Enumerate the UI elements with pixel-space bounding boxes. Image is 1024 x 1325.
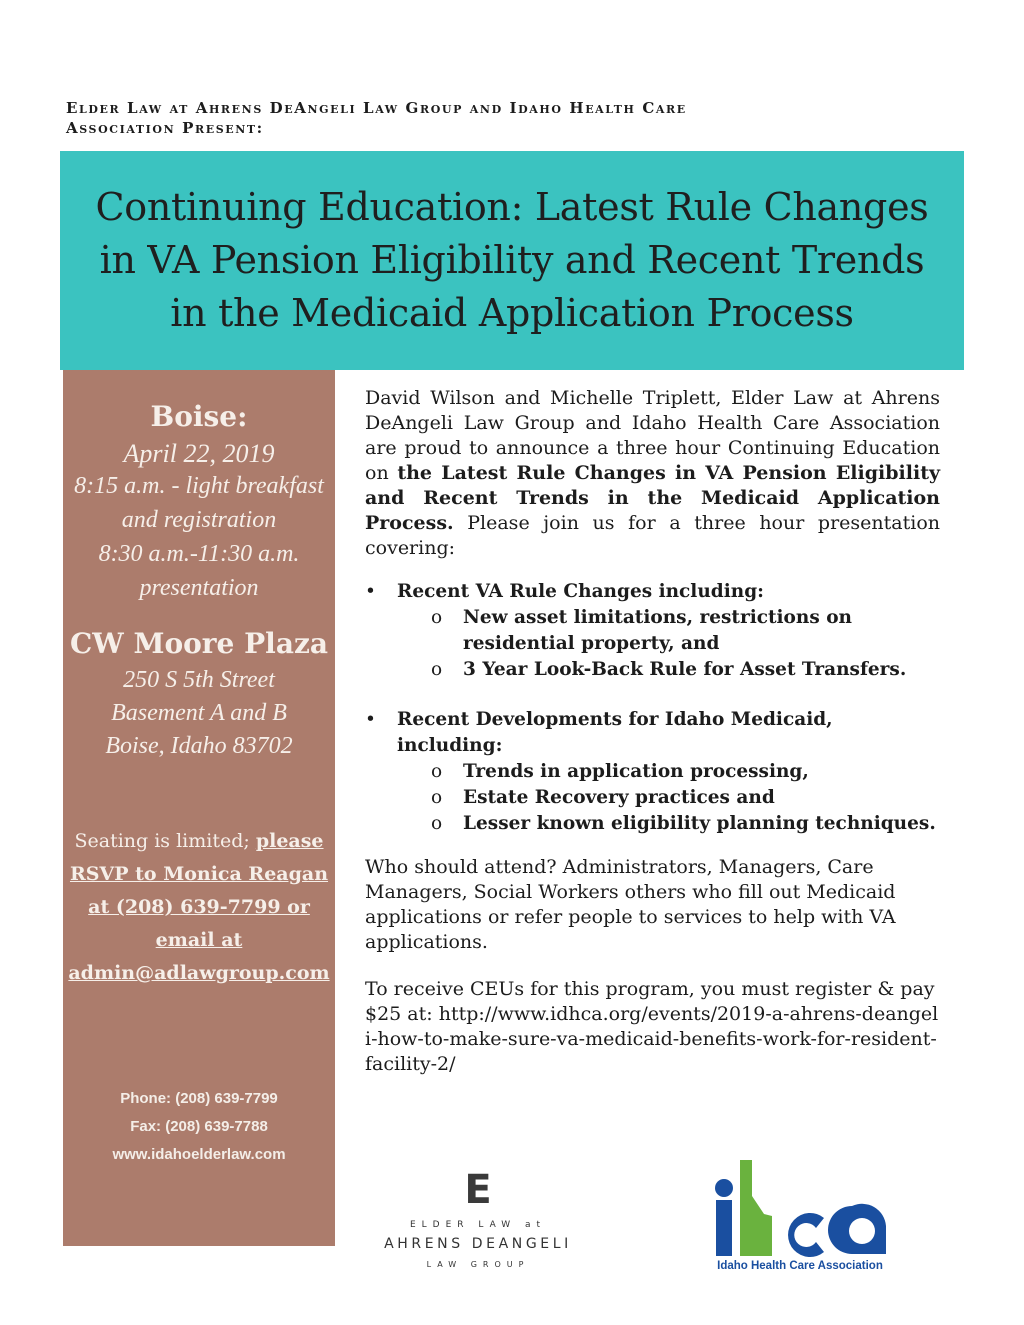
contact-info (63, 1085, 335, 1169)
schedule-breakfast: 8:15 a.m. - light breakfast and registration (74, 473, 324, 533)
phone-number: Phone: (208) 639-7799 (120, 1090, 278, 1107)
idhca-logo (712, 1158, 892, 1278)
topic-va-rules-label: Recent VA Rule Changes including: (397, 581, 764, 602)
elder-law-mark-icon: E (464, 1167, 492, 1213)
venue-name: CW Moore Plaza (69, 627, 328, 660)
event-date: April 22, 2019 (123, 439, 275, 468)
venue-address-street: 250 S 5th Street (123, 667, 275, 693)
event-description (365, 386, 940, 1077)
idhca-name: Idaho Health Care Association (717, 1260, 883, 1272)
elder-law-logo (360, 1167, 596, 1269)
event-title: Continuing Education: Latest Rule Changes in VA Pension Eligibility and Recent Trends in the Medicaid Application Process (95, 185, 929, 335)
elder-law-logo-line1: ELDER LAW at (409, 1220, 547, 1230)
topic-va-rules (365, 579, 940, 683)
website-link[interactable]: www.idahoelderlaw.com (112, 1146, 286, 1163)
audience-paragraph: Who should attend? Administrators, Managers, Care Managers, Social Workers others who fill out Medicaid applications or refer people to services to help with VA applications. (365, 856, 896, 953)
rsvp-seating-text: Seating is limited; (74, 830, 250, 852)
list-item: o Lesser known eligibility planning techniques. (397, 811, 940, 837)
topic-medicaid-subitems (397, 759, 940, 837)
intro-text-2: Please join us for a three hour presentation covering: (365, 512, 940, 559)
topic-medicaid-label: Recent Developments for Idaho Medicaid, including: (397, 709, 833, 756)
event-details-sidebar (63, 370, 335, 1246)
presenter-line: Elder Law at Ahrens DeAngeli Law Group and Idaho Health Care Association Present: (66, 99, 687, 137)
elder-law-logo-line2: AHRENS DEANGELI (384, 1236, 572, 1252)
event-city: Boise: (150, 400, 248, 433)
list-item: o Estate Recovery practices and (397, 785, 940, 811)
list-item: o New asset limitations, restrictions on residential property, and (397, 605, 940, 657)
topic-va-subitems (397, 605, 940, 683)
list-item: o 3 Year Look-Back Rule for Asset Transfers. (397, 657, 940, 683)
title-banner (60, 151, 964, 370)
intro-text-1: David Wilson and Michelle Triplett, Elder Law at Ahrens DeAngeli Law Group and Idaho Health Care Association are proud to announce a three hour Continuing Education on (365, 387, 940, 484)
topic-list (365, 579, 940, 837)
venue-address-city: Boise, Idaho 83702 (105, 733, 293, 759)
ceu-registration-paragraph: To receive CEUs for this program, you must register & pay $25 at: http://www.idhca.org/events/2019-a-ahrens-deangeli-how-to-make-sure-va-medicaid-benefits-work-for-resident-facility-2/ (365, 978, 939, 1075)
rsvp-notice (63, 825, 335, 990)
topic-medicaid (365, 707, 940, 837)
venue-address-room: Basement A and B (111, 700, 287, 726)
fax-number: Fax: (208) 639-7788 (130, 1118, 268, 1135)
rsvp-contact-link[interactable]: please RSVP to Monica Reagan at (208) 639-7799 or email at admin@adlawgroup.com (68, 830, 330, 984)
schedule-presentation: 8:30 a.m.-11:30 a.m. presentation (98, 541, 300, 601)
intro-topic-bold: the Latest Rule Changes in VA Pension Eligibility and Recent Trends in the Medicaid Application Process. (365, 462, 941, 534)
idhca-logo-mark-icon (712, 1158, 892, 1262)
elder-law-logo-line3: LAW GROUP (426, 1260, 530, 1269)
list-item: o Trends in application processing, (397, 759, 940, 785)
intro-paragraph (365, 386, 940, 561)
